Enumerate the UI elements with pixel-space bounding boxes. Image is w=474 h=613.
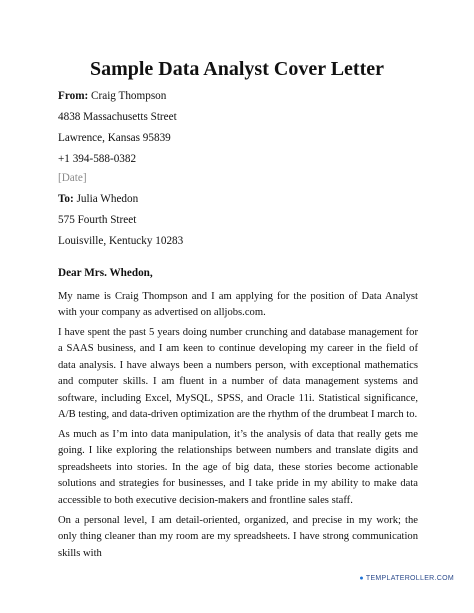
sender-city: Lawrence, Kansas 95839 [58, 132, 171, 144]
from-label: From: [58, 90, 89, 102]
brand-dot-icon: ● [359, 575, 364, 582]
sender-name: Craig Thompson [91, 90, 167, 102]
sender-street: 4838 Massachusetts Street [58, 111, 177, 123]
recipient-street: 575 Fourth Street [58, 214, 137, 226]
recipient-city: Louisville, Kentucky 10283 [58, 235, 184, 247]
paragraph-personal: On a personal level, I am detail-oriented, organized, and precise in my work; the only thing cleaner than my room are my spreadsheets. I have strong communication skills with [58, 515, 418, 559]
sender-name-line [58, 86, 418, 107]
paragraph-intro: My name is Craig Thompson and I am applying for the position of Data Analyst with your company as advertised on alljobs.com. [58, 291, 418, 319]
paragraph-analysis: As much as I’m into data manipulation, it’s the analysis of data that really gets me going. I like exploring the relationships between numbers and translate digits and spreadsheets into stories. In the age of big data, these stories become actionable solutions and strategies for businesses, and I take pride in my ability to make data accessible to both executive decision-makers and frontline sales staff. [58, 429, 418, 506]
page-title: Sample Data Analyst Cover Letter [89, 58, 385, 80]
sender-phone: +1 394-588-0382 [58, 153, 137, 165]
recipient-name-line [58, 189, 418, 210]
footer-brand [359, 575, 454, 582]
date-block [58, 168, 418, 189]
sender-block [58, 86, 418, 170]
paragraph-experience: I have spent the past 5 years doing number crunching and database management for a SAAS business, and I am keen to continue developing my career in the field of data analysis. I have always been a numbers person, with exceptional mathematics and computer skills. I am fluent in a number of data management systems and software, including Excel, MySQL, SPSS, and Oracle 11i. Statistical significance, A/B testing, and data-driven optimization are the rhythm of the drumbeat I march to. [58, 327, 418, 421]
footer-brand-text: TEMPLATEROLLER.COM [365, 575, 454, 582]
salutation: Dear Mrs. Whedon, [58, 267, 153, 279]
to-label: To: [58, 193, 74, 205]
salutation-block [58, 263, 418, 284]
date-placeholder: [Date] [58, 172, 87, 184]
recipient-block [58, 189, 418, 252]
recipient-name: Julia Whedon [76, 193, 139, 205]
